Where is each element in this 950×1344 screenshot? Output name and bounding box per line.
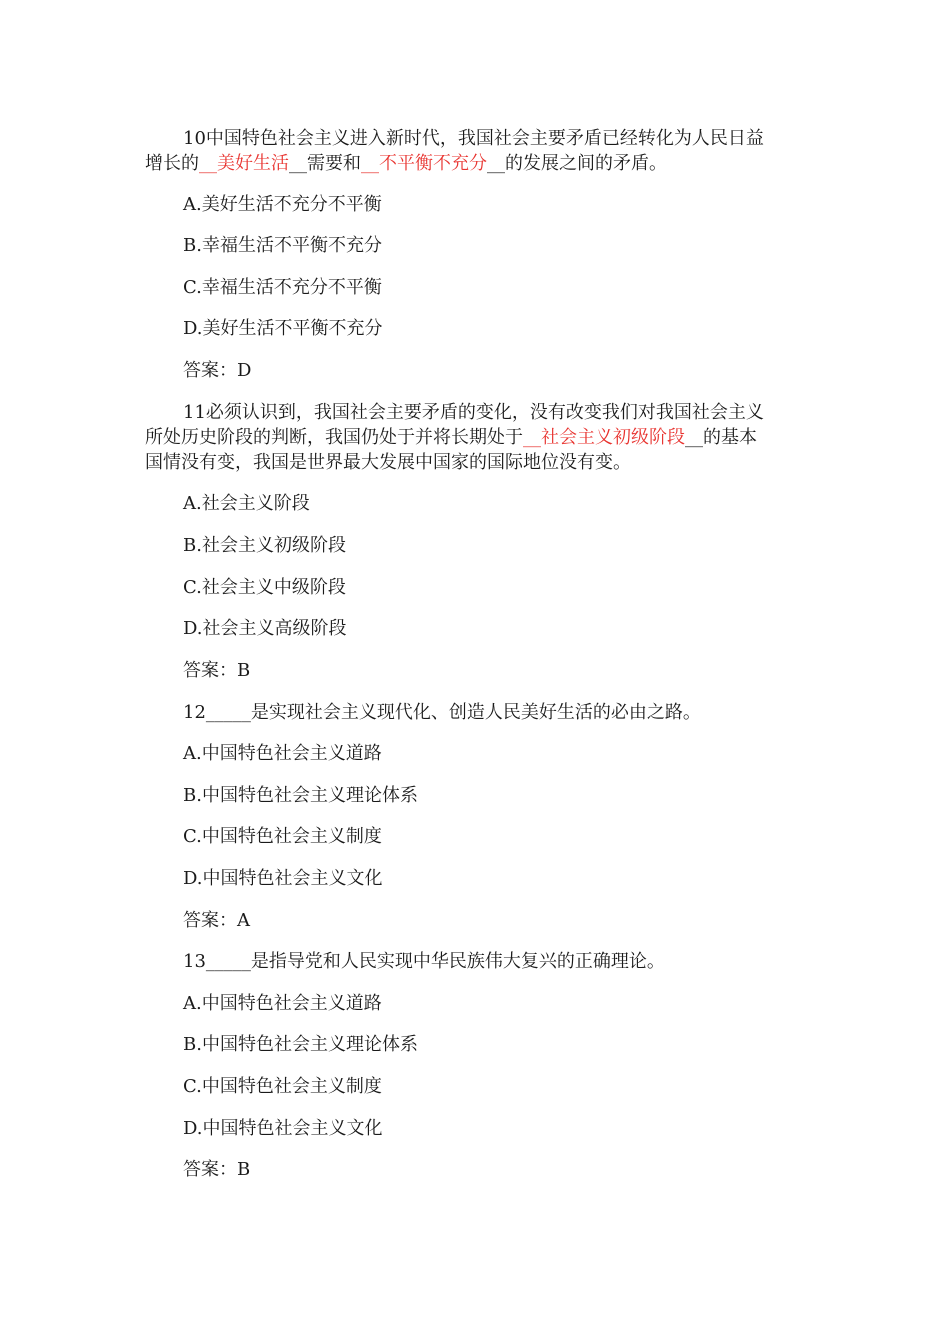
question-10-answer: 答案：D [183,360,252,381]
question-11-answer: 答案：B [183,660,251,681]
question-11-stem-line-2 [145,426,757,450]
question-11-option-a: A.社会主义阶段 [183,493,310,514]
question-12-stem: 12_____是实现社会主义现代化、创造人民美好生活的必由之路。 [183,702,701,723]
question-10-option-d: D.美好生活不平衡不充分 [183,318,383,339]
stem-text: 增长的 [145,153,199,174]
question-12-option-d: D.中国特色社会主义文化 [183,868,383,889]
question-13-option-d: D.中国特色社会主义文化 [183,1118,383,1139]
question-13-option-c: C.中国特色社会主义制度 [183,1076,382,1097]
question-11-stem-line-3: 国情没有变，我国是世界最大发展中国家的国际地位没有变。 [145,452,631,473]
stem-text: 所处历史阶段的判断，我国仍处于并将长期处于 [145,427,523,448]
question-12-option-a: A.中国特色社会主义道路 [183,743,382,764]
stem-text: __需要和 [289,153,361,174]
question-12-option-c: C.中国特色社会主义制度 [183,826,382,847]
question-10-option-c: C.幸福生活不充分不平衡 [183,277,382,298]
question-12-option-b: B.中国特色社会主义理论体系 [183,785,418,806]
question-13-answer: 答案：B [183,1159,251,1180]
question-11-option-b: B.社会主义初级阶段 [183,535,346,556]
question-12-answer: 答案：A [183,910,250,931]
fill-in-answer: __社会主义初级阶段 [523,427,685,448]
question-11-option-c: C.社会主义中级阶段 [183,577,346,598]
question-10-stem-line-1: 10中国特色社会主义进入新时代，我国社会主要矛盾已经转化为人民日益 [183,128,764,149]
question-10-stem-line-2 [145,152,667,176]
question-13-option-a: A.中国特色社会主义道路 [183,993,382,1014]
question-13-option-b: B.中国特色社会主义理论体系 [183,1034,418,1055]
question-10-option-a: A.美好生活不充分不平衡 [183,194,382,215]
question-11-stem-line-1: 11必须认识到，我国社会主要矛盾的变化，没有改变我们对我国社会主义 [183,402,764,423]
stem-text: __的发展之间的矛盾。 [487,153,667,174]
question-11-option-d: D.社会主义高级阶段 [183,618,347,639]
question-13-stem: 13_____是指导党和人民实现中华民族伟大复兴的正确理论。 [183,951,665,972]
question-10-option-b: B.幸福生活不平衡不充分 [183,235,382,256]
stem-text: __的基本 [685,427,757,448]
fill-in-answer: __美好生活 [199,153,289,174]
fill-in-answer: __不平衡不充分 [361,153,487,174]
